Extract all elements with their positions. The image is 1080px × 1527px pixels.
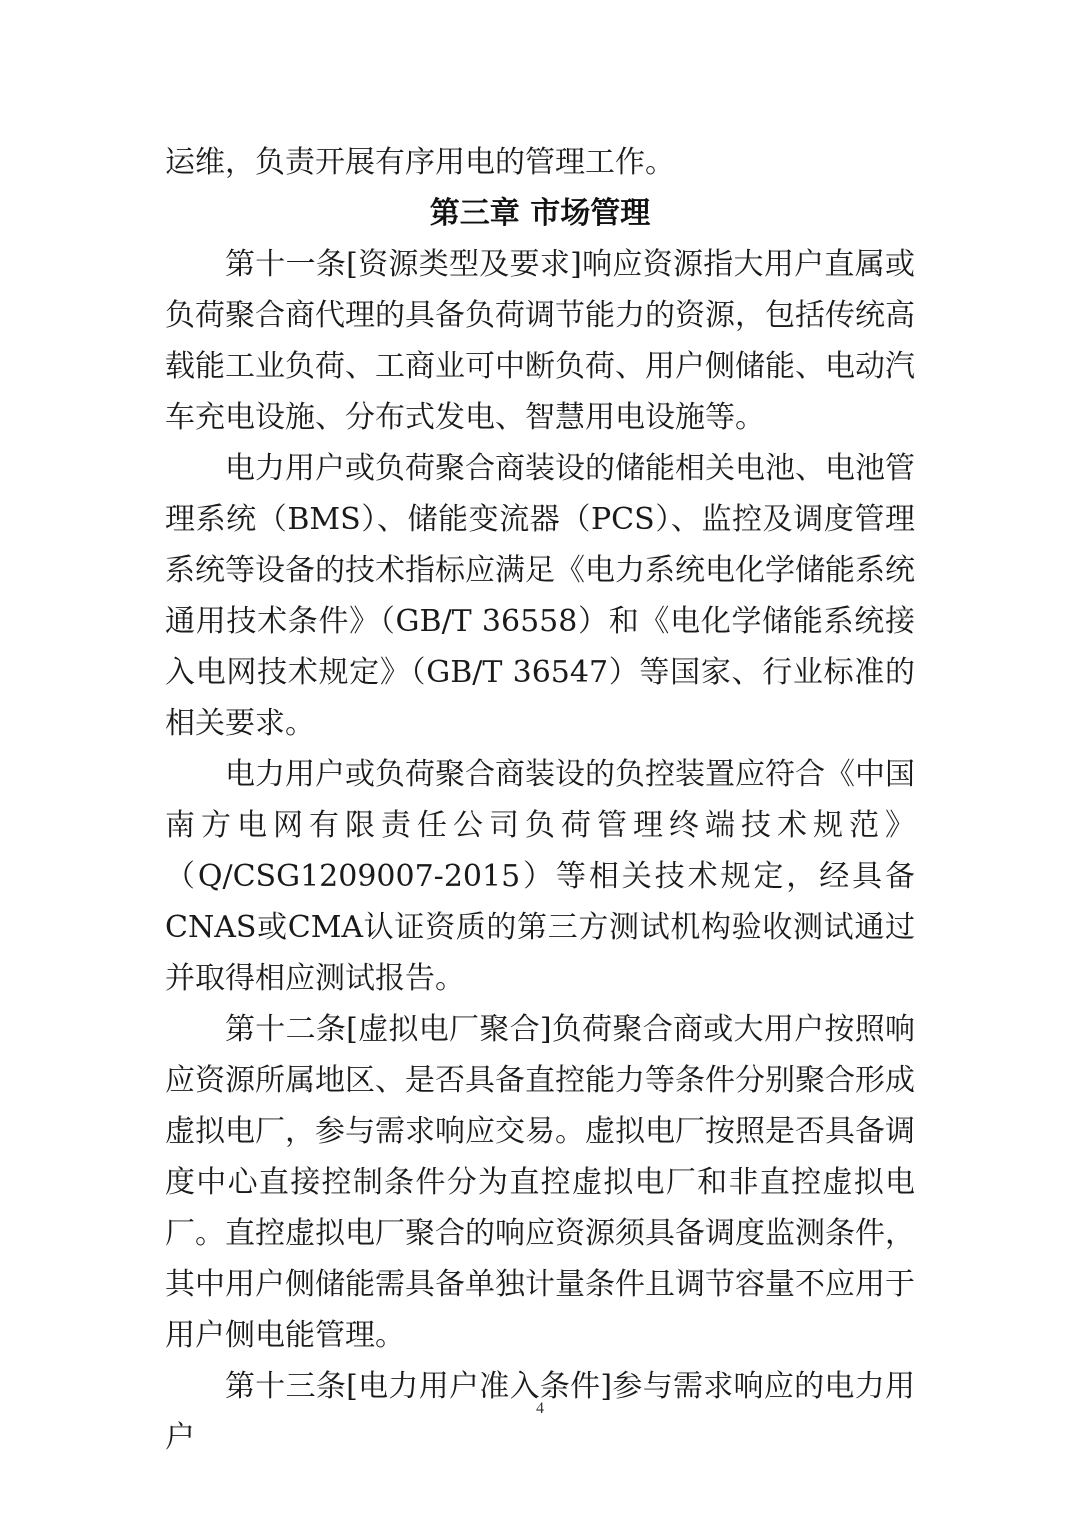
article-13-paragraph: 第十三条[电力用户准入条件]参与需求响应的电力用户: [165, 1369, 915, 1455]
article-11-paragraph: 第十一条[资源类型及要求]响应资源指大用户直属或负荷聚合商代理的具备负荷调节能力的资源，包括传统高载能工业负荷、工商业可中断负荷、用户侧储能、电动汽车充电设施、分布式发电、智慧用电设施等。: [165, 247, 915, 435]
document-body: [165, 137, 915, 1463]
chapter-heading: 第三章 市场管理: [429, 196, 651, 231]
paragraph-continuation: 运维，负责开展有序用电的管理工作。: [165, 145, 675, 180]
article-12-paragraph: 第十二条[虚拟电厂聚合]负荷聚合商或大用户按照响应资源所属地区、是否具备直控能力等条件分别聚合形成虚拟电厂，参与需求响应交易。虚拟电厂按照是否具备调度中心直接控制条件分为直控虚拟电厂和非直控虚拟电厂。直控虚拟电厂聚合的响应资源须具备调度监测条件，其中用户侧储能需具备单独计量条件且调节容量不应用于用户侧电能管理。: [165, 1012, 915, 1353]
page-number: 4: [536, 1400, 544, 1417]
storage-standards-paragraph: 电力用户或负荷聚合商装设的储能相关电池、电池管理系统（BMS）、储能变流器（PCS）、监控及调度管理系统等设备的技术指标应满足《电力系统电化学储能系统通用技术条件》（GB/T 36558）和《电化学储能系统接入电网技术规定》（GB/T 36547）等国家、行业标准的相关要求。: [165, 451, 915, 741]
load-control-device-paragraph: 电力用户或负荷聚合商装设的负控装置应符合《中国南方电网有限责任公司负荷管理终端技术规范》（Q/CSG1209007-2015）等相关技术规定，经具备CNAS或CMA认证资质的第三方测试机构验收测试通过并取得相应测试报告。: [165, 757, 915, 996]
